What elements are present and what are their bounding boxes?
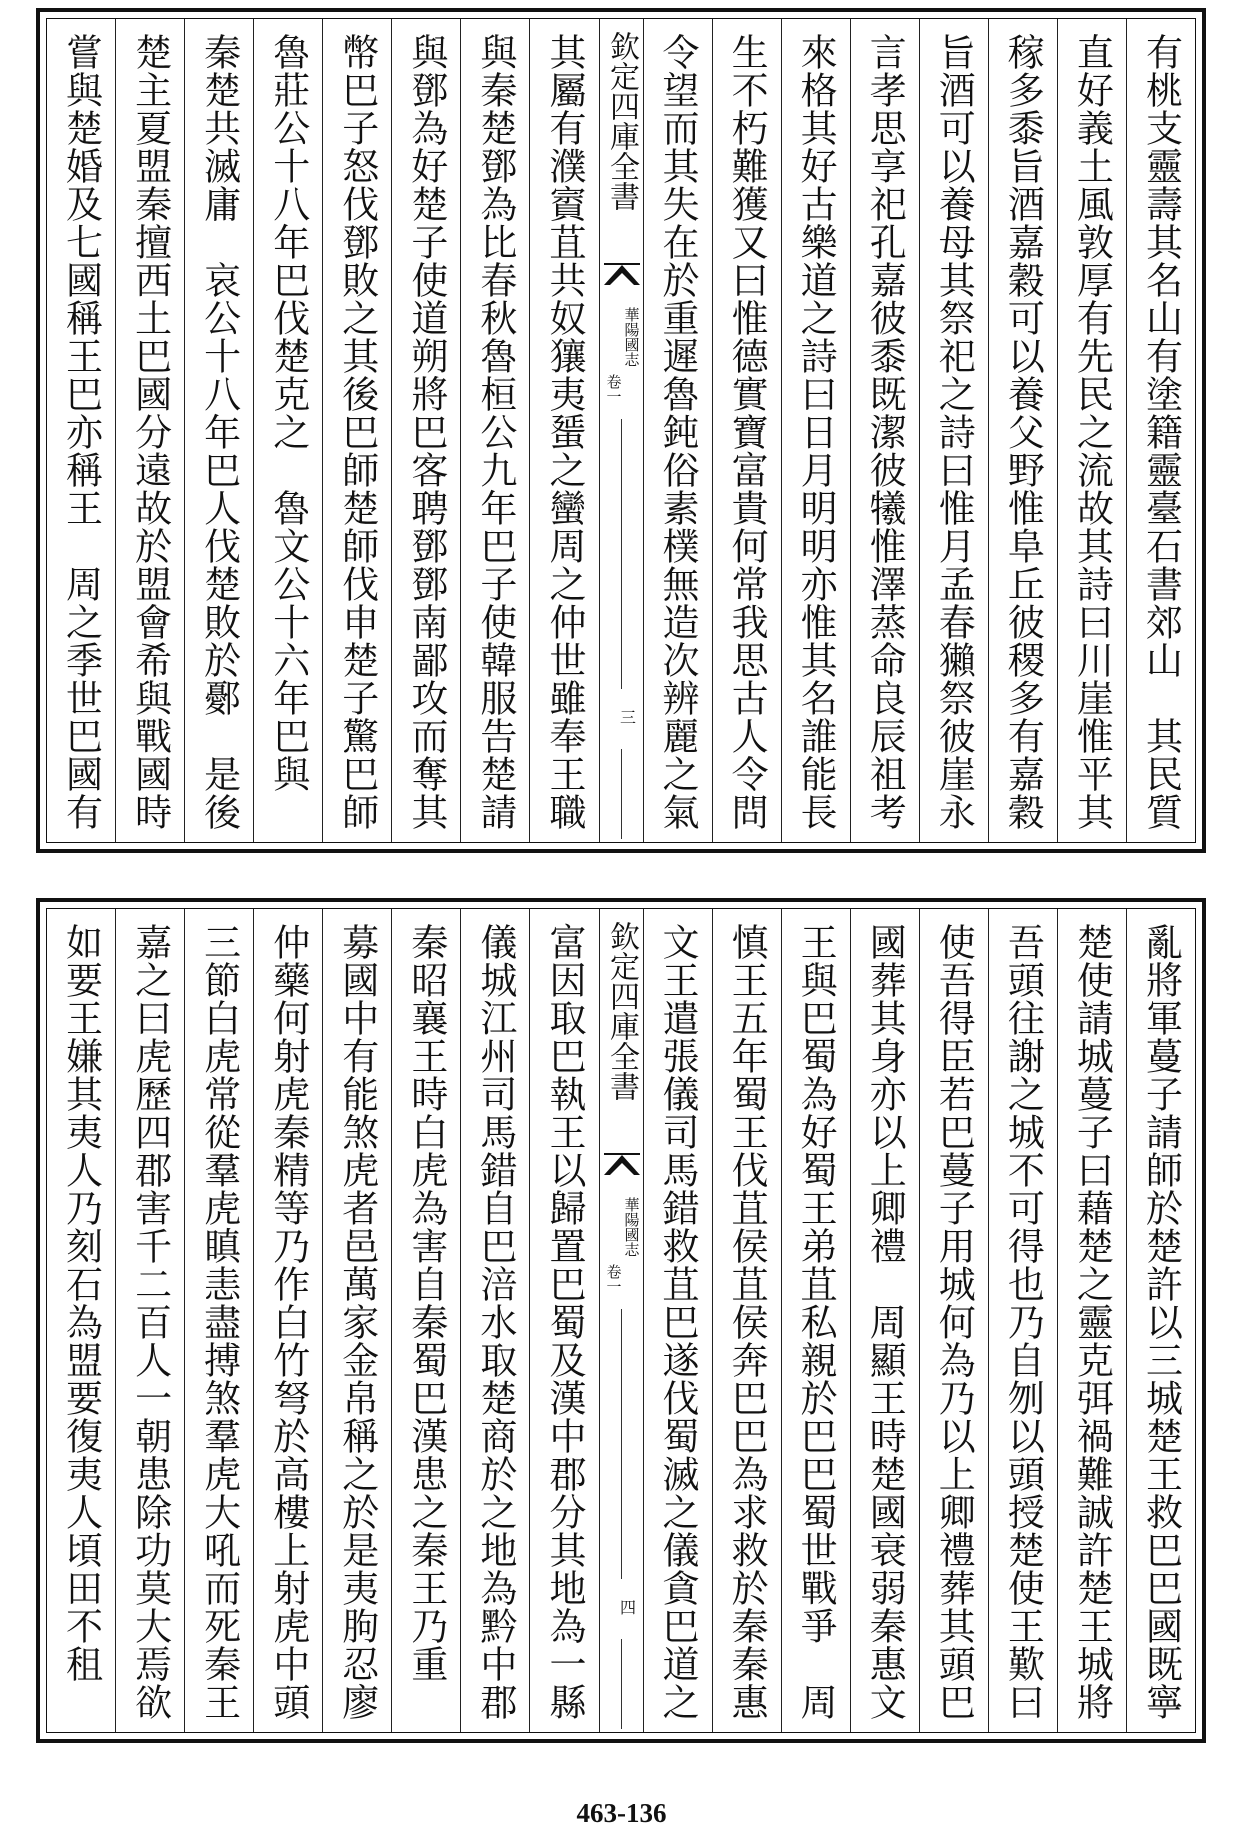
fold-rule <box>621 419 622 689</box>
text-column: 秦昭襄王時白虎為害自秦蜀巴漢患之秦王乃重 <box>391 909 460 1732</box>
text-column: 言孝思享祀孔嘉彼黍既潔彼犧惟澤蒸命良辰祖考 <box>850 19 919 842</box>
text-column: 募國中有能煞虎者邑萬家金帛稱之於是夷朐忍廖 <box>322 909 391 1732</box>
text-column: 富因取巴執王以歸置巴蜀及漢中郡分其地為一縣 <box>529 909 598 1732</box>
text-column: 稼多黍旨酒嘉穀可以養父野惟阜丘彼稷多有嘉穀 <box>988 19 1057 842</box>
book-title: 欽定四庫全書 <box>604 921 639 1101</box>
text-column: 旨酒可以養母其祭祀之詩曰惟月孟春獺祭彼崖永 <box>919 19 988 842</box>
text-column: 直好義土風敦厚有先民之流故其詩曰川崖惟平其 <box>1057 19 1126 842</box>
text-column: 與鄧為好楚子使道朔將巴客聘鄧鄧南鄙攻而奪其 <box>391 19 460 842</box>
fold-rule <box>621 1639 622 1729</box>
page-number: 三 <box>617 709 637 725</box>
section-title: 華陽國志 <box>622 307 641 367</box>
text-column: 楚使請城蔓子曰藉楚之靈克弭禍難誠許楚王城將 <box>1057 909 1126 1732</box>
text-column: 幣巴子怒伐鄧敗之其後巴師楚師伐申楚子驚巴師 <box>322 19 391 842</box>
text-column: 三節白虎常從羣虎瞋恚盡搏煞羣虎大吼而死秦王 <box>184 909 253 1732</box>
page-number: 四 <box>617 1599 637 1615</box>
top-page <box>36 8 1206 853</box>
text-column: 使吾得臣若巴蔓子用城何為乃以上卿禮葬其頭巴 <box>919 909 988 1732</box>
text-column: 與秦楚鄧為比春秋魯桓公九年巴子使韓服告楚請 <box>460 19 529 842</box>
volume-label: 卷一 <box>604 374 623 404</box>
center-fold-column <box>599 909 643 1732</box>
text-column: 楚主夏盟秦擅西土巴國分遠故於盟會希與戰國時 <box>115 19 184 842</box>
top-page-frame <box>46 18 1196 843</box>
bottom-page <box>36 898 1206 1743</box>
text-column: 嘉之曰虎歷四郡害千二百人一朝患除功莫大焉欲 <box>115 909 184 1732</box>
book-title: 欽定四庫全書 <box>604 31 639 211</box>
bottom-page-frame <box>46 908 1196 1733</box>
text-column: 其屬有濮賨苴共奴獽夷蜑之蠻周之仲世雖奉王職 <box>529 19 598 842</box>
text-column: 魯莊公十八年巴伐楚克之 魯文公十六年巴與 <box>253 19 322 842</box>
text-column: 如要王嫌其夷人乃刻石為盟要復夷人頃田不租 <box>59 923 103 1683</box>
text-column: 吾頭往謝之城不可得也乃自刎以頭授楚使王歎曰 <box>988 909 1057 1732</box>
text-column: 國葬其身亦以上卿禮 周顯王時楚國衰弱秦惠文 <box>850 909 919 1732</box>
text-column: 生不朽難獲又曰惟德實寶富貴何常我思古人令問 <box>712 19 781 842</box>
fold-rule <box>621 749 622 839</box>
fish-tail-mark-icon <box>604 263 640 285</box>
text-column: 慎王五年蜀王伐苴侯苴侯奔巴巴為求救於秦秦惠 <box>712 909 781 1732</box>
text-column: 文王遣張儀司馬錯救苴巴遂伐蜀滅之儀貪巴道之 <box>643 909 712 1732</box>
center-fold-column <box>599 19 643 842</box>
text-column: 亂將軍蔓子請師於楚許以三城楚王救巴巴國既寧 <box>1126 909 1195 1732</box>
bottom-page-columns <box>47 909 1195 1732</box>
text-column: 嘗與楚婚及七國稱王巴亦稱王 周之季世巴國有 <box>59 33 103 831</box>
text-column: 仲藥何射虎秦精等乃作白竹弩於高樓上射虎中頭 <box>253 909 322 1732</box>
folio-label: 463-136 <box>576 1798 667 1828</box>
text-column: 儀城江州司馬錯自巴涪水取楚商於之地為黔中郡 <box>460 909 529 1732</box>
text-column: 有桃支靈壽其名山有塗籍靈臺石書郊山 其民質 <box>1126 19 1195 842</box>
section-title: 華陽國志 <box>622 1197 641 1257</box>
fish-tail-mark-icon <box>604 1153 640 1175</box>
fold-rule <box>621 1309 622 1579</box>
volume-label: 卷一 <box>604 1264 623 1294</box>
text-column: 令望而其失在於重遲魯鈍俗素樸無造次辨麗之氣 <box>643 19 712 842</box>
text-column: 秦楚共滅庸 哀公十八年巴人伐楚敗於鄾 是後 <box>184 19 253 842</box>
text-column: 王與巴蜀為好蜀王弟苴私親於巴巴蜀世戰爭 周 <box>781 909 850 1732</box>
top-page-columns <box>47 19 1195 842</box>
text-column: 來格其好古樂道之詩曰日月明明亦惟其名誰能長 <box>781 19 850 842</box>
